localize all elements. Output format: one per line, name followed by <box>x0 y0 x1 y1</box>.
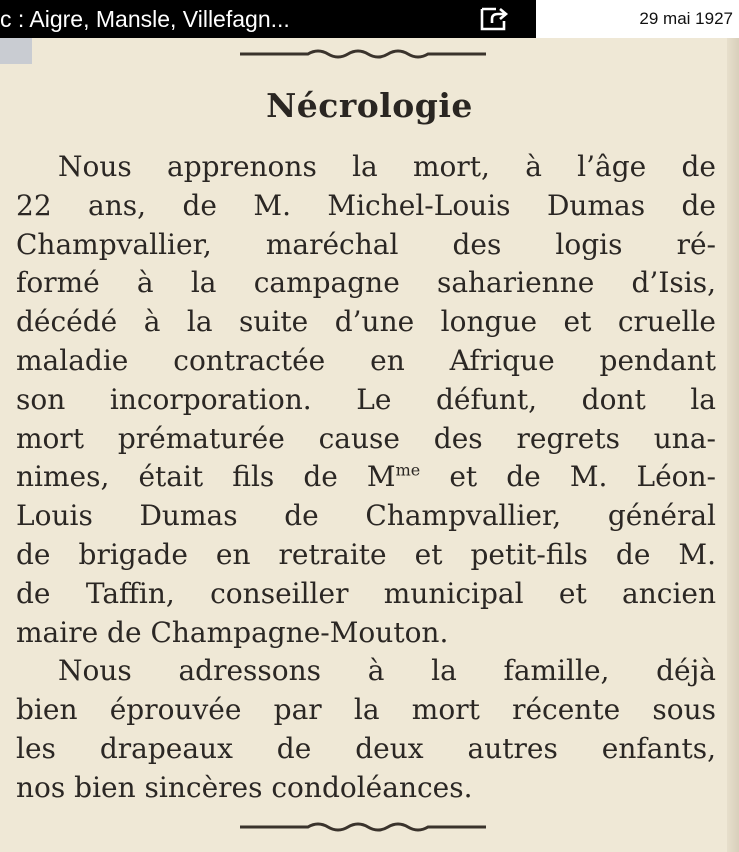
superscript-me: me <box>395 461 421 481</box>
newspaper-clipping <box>0 38 739 852</box>
article-body <box>16 148 716 808</box>
article-line-part: nimes, était fils de M <box>16 460 396 494</box>
page-edge <box>727 38 739 852</box>
article-line: mort prématurée cause des regrets una- <box>16 421 716 455</box>
article-line: les drapeaux de deux autres enfants, <box>16 731 716 765</box>
article-line: décédé à la suite d’une longue et cruelle <box>16 305 716 339</box>
publication-date: 29 mai 1927 <box>536 0 739 38</box>
corner-tab <box>0 38 32 64</box>
ornament-divider-top <box>238 44 488 62</box>
article-line: maladie contractée en Afrique pendant <box>16 343 716 377</box>
article-line: son incorporation. Le défunt, dont la <box>16 382 716 416</box>
article-line: Champvallier, maréchal des logis ré- <box>16 227 716 261</box>
article-line: de Taffin, conseiller municipal et ancien <box>16 576 716 610</box>
article-line: bien éprouvée par la mort récente sous <box>16 693 716 727</box>
app-bar <box>0 0 739 38</box>
article-heading: Nécrologie <box>266 86 473 125</box>
article-line: Nous apprenons la mort, à l’âge de <box>58 150 716 183</box>
article-line: 22 ans, de M. Michel-Louis Dumas de <box>16 188 716 222</box>
article-line: Nous adressons à la famille, déjà <box>58 654 716 688</box>
article-line: Louis Dumas de Champvallier, général <box>16 499 716 533</box>
share-icon[interactable] <box>478 5 512 33</box>
ornament-divider-bottom <box>238 817 488 835</box>
article-line: maire de Champagne-Mouton. <box>16 615 449 649</box>
article-line <box>16 458 716 497</box>
article-line-part: et de M. Léon- <box>420 460 716 494</box>
article-line: nos bien sincères condoléances. <box>16 770 473 804</box>
article-line: formé à la campagne saharienne d’Isis, <box>16 266 716 300</box>
article-line: de brigade en retraite et petit-fils de M. <box>16 537 716 571</box>
document-title[interactable]: c : Aigre, Mansle, Villefagn... <box>0 6 290 32</box>
